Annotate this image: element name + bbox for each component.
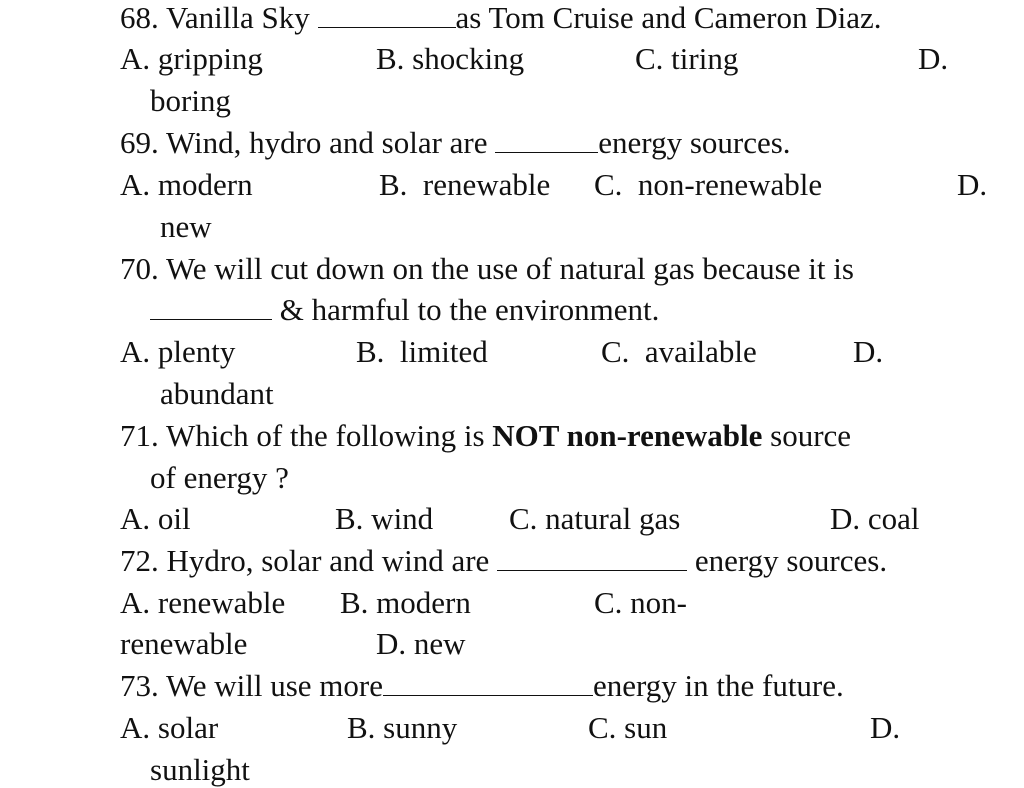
option-b: B. renewable: [379, 167, 551, 202]
question-number: 72.: [120, 543, 159, 578]
question-number: 68.: [120, 0, 159, 35]
option-c: C. non-renewable: [594, 167, 823, 202]
option-d-letter: D.: [870, 710, 901, 745]
stem-before-blank: Vanilla Sky: [165, 0, 310, 35]
option-a: A. solar: [120, 710, 219, 745]
stem-after-blank: energy sources.: [598, 125, 791, 160]
answer-blank: [495, 128, 598, 153]
question-number: 70.: [120, 251, 159, 286]
option-d: D. coal: [830, 501, 920, 536]
option-d-letter: D.: [957, 167, 988, 202]
question-number: 73.: [120, 668, 159, 703]
stem-after-blank: energy in the future.: [592, 668, 844, 703]
question-72-stem: [120, 545, 887, 576]
stem-after-blank: energy sources.: [694, 543, 888, 578]
option-a: A. modern: [120, 167, 253, 202]
option-a: A. renewable: [120, 585, 286, 620]
question-70-stem-line-2: [150, 294, 659, 325]
stem-before-blank: We will use more: [165, 668, 383, 703]
option-d-letter: D.: [853, 334, 884, 369]
option-b: B. modern: [340, 585, 471, 620]
question-70-stem: [120, 253, 854, 284]
option-d-text: boring: [150, 83, 231, 118]
stem-before-blank: Wind, hydro and solar are: [165, 125, 488, 160]
stem-line-1: We will cut down on the use of natural gas because it is: [165, 251, 854, 286]
option-d-text: new: [160, 209, 212, 244]
option-a: A. plenty: [120, 334, 236, 369]
option-c-continued: renewable: [120, 626, 248, 661]
question-69-stem: [120, 127, 791, 158]
question-68-stem: [120, 2, 882, 33]
question-73-stem: [120, 670, 844, 701]
stem-before-bold: Which of the following is: [165, 418, 485, 453]
answer-blank: [318, 3, 456, 28]
question-number: 71.: [120, 418, 159, 453]
stem-bold-emphasis: NOT non-renewable: [492, 418, 763, 453]
stem-after-bold: source: [770, 418, 852, 453]
stem-before-blank: Hydro, solar and wind are: [166, 543, 490, 578]
option-d: D. new: [376, 626, 466, 661]
stem-after-blank: & harmful to the environment.: [279, 292, 660, 327]
option-a: A. gripping: [120, 41, 263, 76]
option-b: B. sunny: [347, 710, 458, 745]
answer-blank: [497, 546, 687, 571]
option-c: C. natural gas: [509, 501, 681, 536]
option-d-text: abundant: [160, 376, 274, 411]
stem-after-blank: as Tom Cruise and Cameron Diaz.: [455, 0, 882, 35]
option-d-text: sunlight: [150, 752, 250, 787]
option-c: C. tiring: [635, 41, 739, 76]
answer-blank: [383, 671, 593, 696]
option-b: B. limited: [356, 334, 488, 369]
question-number: 69.: [120, 125, 159, 160]
option-b: B. shocking: [376, 41, 525, 76]
question-71-stem: [120, 420, 851, 451]
option-a: A. oil: [120, 501, 191, 536]
option-c: C. available: [601, 334, 757, 369]
option-b: B. wind: [335, 501, 434, 536]
answer-blank: [150, 295, 272, 320]
option-c: C. non-: [594, 585, 687, 620]
option-c: C. sun: [588, 710, 668, 745]
question-71-stem-line-2: of energy ?: [150, 460, 289, 495]
option-d-letter: D.: [918, 41, 949, 76]
